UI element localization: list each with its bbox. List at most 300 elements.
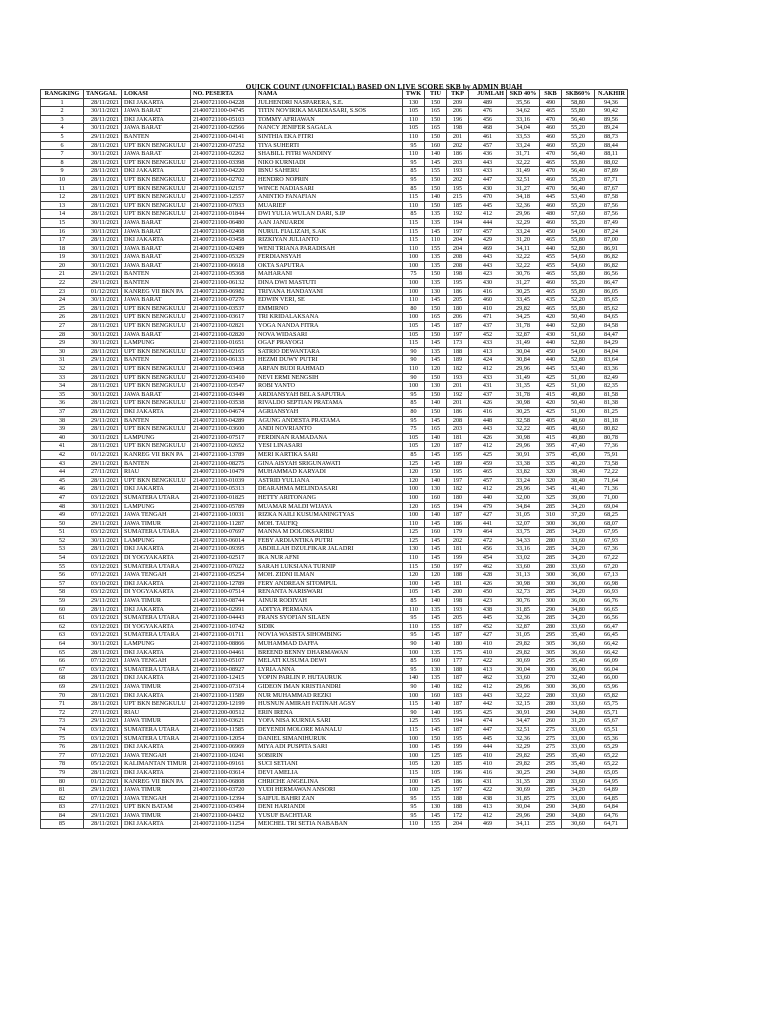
cell-date: 29/11/2021: [84, 416, 122, 425]
cell-location: DKI JAKARTA: [122, 820, 191, 829]
cell-date: 03/12/2021: [84, 614, 122, 623]
cell-skd40: 32,07: [507, 519, 540, 528]
table-row: [41, 236, 628, 245]
table-row: [41, 536, 628, 545]
cell-twk: 105: [403, 433, 425, 442]
cell-participant-no: 21400721100-08866: [191, 640, 256, 649]
cell-skb: 430: [540, 330, 562, 339]
cell-twk: 115: [403, 725, 425, 734]
cell-tkp: 206: [447, 313, 469, 322]
cell-skb: 270: [540, 674, 562, 683]
cell-date: 03/12/2021: [84, 622, 122, 631]
cell-tkp: 199: [447, 554, 469, 563]
cell-skb60: 51,60: [562, 330, 595, 339]
cell-twk: 95: [403, 141, 425, 150]
cell-skb: 445: [540, 365, 562, 374]
table-row: [41, 98, 628, 107]
cell-name: IKA NUR AFNI: [256, 554, 403, 563]
cell-final-score: 80,82: [595, 425, 628, 434]
cell-twk: 110: [403, 622, 425, 631]
table-row: [41, 132, 628, 141]
cell-date: 28/11/2021: [84, 167, 122, 176]
cell-tkp: 177: [447, 657, 469, 666]
cell-total: 445: [469, 201, 507, 210]
cell-total: 461: [469, 132, 507, 141]
cell-location: KANREG VII BKN PA: [122, 777, 191, 786]
cell-tkp: 201: [447, 382, 469, 391]
cell-skb: 345: [540, 485, 562, 494]
cell-tkp: 197: [447, 227, 469, 236]
table-row: [41, 416, 628, 425]
cell-twk: 100: [403, 786, 425, 795]
cell-final-score: 67,93: [595, 536, 628, 545]
cell-final-score: 65,22: [595, 751, 628, 760]
cell-final-score: 84,58: [595, 322, 628, 331]
cell-tkp: 193: [447, 167, 469, 176]
cell-skb: 300: [540, 571, 562, 580]
cell-tiu: 160: [425, 528, 447, 537]
cell-twk: 100: [403, 777, 425, 786]
cell-skb60: 53,40: [562, 365, 595, 374]
cell-tkp: 182: [447, 682, 469, 691]
cell-date: 28/11/2021: [84, 141, 122, 150]
cell-skb60: 34,80: [562, 803, 595, 812]
cell-tiu: 135: [425, 674, 447, 683]
cell-rank: 76: [41, 743, 84, 752]
cell-rank: 3: [41, 115, 84, 124]
cell-rank: 53: [41, 545, 84, 554]
cell-name: EMMIRNO: [256, 304, 403, 313]
cell-location: DI YOGYAKARTA: [122, 554, 191, 563]
cell-participant-no: 21400721100-03547: [191, 382, 256, 391]
table-row: [41, 296, 628, 305]
cell-skb: 275: [540, 725, 562, 734]
cell-rank: 75: [41, 734, 84, 743]
cell-date: 28/11/2021: [84, 175, 122, 184]
cell-skd40: 30,98: [507, 579, 540, 588]
cell-date: 29/11/2021: [84, 682, 122, 691]
cell-skb60: 55,20: [562, 279, 595, 288]
cell-skd40: 31,27: [507, 184, 540, 193]
cell-skd40: 29,96: [507, 442, 540, 451]
cell-participant-no: 21400721200-03410: [191, 373, 256, 382]
cell-rank: 26: [41, 313, 84, 322]
cell-location: DKI JAKARTA: [122, 236, 191, 245]
cell-location: DKI JAKARTA: [122, 648, 191, 657]
cell-twk: 110: [403, 365, 425, 374]
cell-location: UPT BKN BENGKULU: [122, 476, 191, 485]
cell-tiu: 130: [425, 382, 447, 391]
cell-rank: 79: [41, 768, 84, 777]
cell-tkp: 180: [447, 640, 469, 649]
cell-date: 29/11/2021: [84, 459, 122, 468]
table-row: [41, 803, 628, 812]
cell-tiu: 110: [425, 236, 447, 245]
cell-skb60: 40,20: [562, 459, 595, 468]
cell-tiu: 140: [425, 640, 447, 649]
cell-name: MUARIEF: [256, 201, 403, 210]
cell-skb: 460: [540, 218, 562, 227]
cell-date: 30/11/2021: [84, 150, 122, 159]
cell-twk: 95: [403, 390, 425, 399]
cell-skd40: 33,45: [507, 296, 540, 305]
cell-location: UPT BKN BENGKULU: [122, 201, 191, 210]
cell-twk: 100: [403, 485, 425, 494]
cell-date: 07/12/2021: [84, 511, 122, 520]
cell-tkp: 188: [447, 803, 469, 812]
cell-final-score: 87,24: [595, 227, 628, 236]
cell-participant-no: 21400721100-03720: [191, 786, 256, 795]
cell-twk: 130: [403, 545, 425, 554]
cell-tkp: 196: [447, 768, 469, 777]
cell-date: 29/11/2021: [84, 811, 122, 820]
cell-final-score: 84,29: [595, 339, 628, 348]
cell-skb: 285: [540, 614, 562, 623]
cell-final-score: 83,64: [595, 356, 628, 365]
cell-rank: 43: [41, 459, 84, 468]
cell-skb60: 56,40: [562, 184, 595, 193]
cell-date: 05/12/2021: [84, 760, 122, 769]
cell-participant-no: 21400721100-04432: [191, 811, 256, 820]
cell-twk: 95: [403, 175, 425, 184]
cell-location: DKI JAKARTA: [122, 579, 191, 588]
cell-skb: 275: [540, 794, 562, 803]
cell-tkp: 188: [447, 347, 469, 356]
cell-tiu: 135: [425, 347, 447, 356]
cell-tkp: 194: [447, 717, 469, 726]
cell-name: ARDIANSYAH BELA SAPUTRA: [256, 390, 403, 399]
cell-participant-no: 21400721100-06014: [191, 536, 256, 545]
cell-name: ABDILLAH DZULFIKAR JALADRI: [256, 545, 403, 554]
cell-skd40: 32,15: [507, 700, 540, 709]
cell-name: ARFAN BUDI RAHMAD: [256, 365, 403, 374]
cell-skd40: 31,05: [507, 511, 540, 520]
cell-tkp: 208: [447, 416, 469, 425]
cell-total: 450: [469, 588, 507, 597]
table-row: [41, 493, 628, 502]
cell-twk: 100: [403, 253, 425, 262]
cell-total: 416: [469, 768, 507, 777]
cell-participant-no: 21400721100-04443: [191, 614, 256, 623]
cell-final-score: 65,05: [595, 768, 628, 777]
cell-location: UPT BKN BATAM: [122, 803, 191, 812]
cell-tiu: 145: [425, 339, 447, 348]
cell-tiu: 105: [425, 768, 447, 777]
cell-final-score: 65,96: [595, 682, 628, 691]
cell-skb: 275: [540, 734, 562, 743]
cell-skb60: 55,20: [562, 175, 595, 184]
table-row: [41, 382, 628, 391]
cell-location: UPT BKN BENGKULU: [122, 399, 191, 408]
cell-rank: 36: [41, 399, 84, 408]
cell-tiu: 130: [425, 803, 447, 812]
cell-location: UPT BKN BENGKULU: [122, 210, 191, 219]
cell-total: 425: [469, 708, 507, 717]
cell-tiu: 150: [425, 304, 447, 313]
cell-location: JAWA TENGAH: [122, 571, 191, 580]
cell-location: KALIMANTAN TIMUR: [122, 760, 191, 769]
cell-skb60: 55,20: [562, 218, 595, 227]
cell-total: 472: [469, 536, 507, 545]
cell-skb: 460: [540, 201, 562, 210]
cell-tiu: 160: [425, 141, 447, 150]
cell-tiu: 145: [425, 459, 447, 468]
cell-twk: 105: [403, 322, 425, 331]
cell-skb60: 39,00: [562, 493, 595, 502]
column-header-name: NAMA: [256, 90, 403, 99]
cell-participant-no: 21400721100-03621: [191, 717, 256, 726]
cell-skb60: 56,40: [562, 115, 595, 124]
cell-total: 410: [469, 648, 507, 657]
cell-final-score: 88,73: [595, 132, 628, 141]
cell-location: DKI JAKARTA: [122, 674, 191, 683]
cell-tkp: 185: [447, 201, 469, 210]
cell-twk: 100: [403, 511, 425, 520]
cell-tkp: 180: [447, 304, 469, 313]
cell-date: 30/11/2021: [84, 124, 122, 133]
cell-skb60: 54,00: [562, 347, 595, 356]
cell-rank: 34: [41, 382, 84, 391]
cell-name: DWI YULIA WULAN DARI, S.IP: [256, 210, 403, 219]
cell-skb: 275: [540, 743, 562, 752]
cell-skd40: 33,02: [507, 554, 540, 563]
cell-skd40: 29,96: [507, 682, 540, 691]
cell-tkp: 205: [447, 296, 469, 305]
cell-tiu: 145: [425, 450, 447, 459]
cell-tkp: 188: [447, 571, 469, 580]
cell-tiu: 165: [425, 107, 447, 116]
cell-participant-no: 21400721100-10742: [191, 622, 256, 631]
cell-name: DENI HARIANDI: [256, 803, 403, 812]
cell-participant-no: 21400721100-03449: [191, 390, 256, 399]
cell-tiu: 145: [425, 545, 447, 554]
cell-participant-no: 21400721100-01825: [191, 493, 256, 502]
cell-tiu: 140: [425, 399, 447, 408]
cell-tkp: 192: [447, 210, 469, 219]
cell-skd40: 34,11: [507, 244, 540, 253]
cell-skb60: 49,80: [562, 390, 595, 399]
cell-date: 07/12/2021: [84, 751, 122, 760]
cell-skb60: 58,80: [562, 98, 595, 107]
cell-location: BANTEN: [122, 356, 191, 365]
cell-skb: 465: [540, 287, 562, 296]
cell-final-score: 87,56: [595, 210, 628, 219]
cell-total: 412: [469, 682, 507, 691]
cell-skb: 285: [540, 588, 562, 597]
cell-rank: 51: [41, 528, 84, 537]
cell-final-score: 75,91: [595, 450, 628, 459]
cell-date: 03/10/2021: [84, 579, 122, 588]
cell-date: 28/11/2021: [84, 373, 122, 382]
cell-skb: 300: [540, 665, 562, 674]
cell-participant-no: 21400721100-01711: [191, 631, 256, 640]
cell-name: OGAF PRAYOGI: [256, 339, 403, 348]
cell-skd40: 29,82: [507, 648, 540, 657]
cell-skd40: 34,04: [507, 124, 540, 133]
cell-rank: 12: [41, 193, 84, 202]
cell-location: JAWA BARAT: [122, 244, 191, 253]
cell-name: RENANTA NARISWARI: [256, 588, 403, 597]
cell-skb: 425: [540, 382, 562, 391]
cell-location: UPT BKN BENGKULU: [122, 193, 191, 202]
cell-tkp: 187: [447, 511, 469, 520]
cell-rank: 59: [41, 597, 84, 606]
cell-rank: 19: [41, 253, 84, 262]
cell-name: WINCE NADIASARI: [256, 184, 403, 193]
cell-skb: 425: [540, 407, 562, 416]
table-row: [41, 622, 628, 631]
table-row: [41, 571, 628, 580]
table-row: [41, 442, 628, 451]
cell-participant-no: 21400721100-02489: [191, 244, 256, 253]
cell-rank: 60: [41, 605, 84, 614]
cell-name: MANNA M DOLOKSARIBU: [256, 528, 403, 537]
cell-rank: 82: [41, 794, 84, 803]
cell-date: 07/12/2021: [84, 571, 122, 580]
table-row: [41, 777, 628, 786]
cell-skb: 295: [540, 751, 562, 760]
cell-name: AGUNG ANDESTA PRATAMA: [256, 416, 403, 425]
cell-total: 474: [469, 717, 507, 726]
cell-rank: 85: [41, 820, 84, 829]
table-row: [41, 115, 628, 124]
cell-twk: 90: [403, 347, 425, 356]
cell-participant-no: 21400721100-09161: [191, 760, 256, 769]
cell-tiu: 120: [425, 442, 447, 451]
cell-tiu: 160: [425, 691, 447, 700]
cell-skb60: 34,20: [562, 545, 595, 554]
cell-skb60: 35,40: [562, 751, 595, 760]
cell-rank: 64: [41, 640, 84, 649]
table-row: [41, 218, 628, 227]
cell-tiu: 145: [425, 579, 447, 588]
table-row: [41, 554, 628, 563]
cell-total: 471: [469, 313, 507, 322]
cell-skb: 460: [540, 132, 562, 141]
cell-skd40: 29,96: [507, 210, 540, 219]
cell-date: 07/12/2021: [84, 657, 122, 666]
cell-date: 29/11/2021: [84, 270, 122, 279]
cell-name: MELATI KUSUMA DEWI: [256, 657, 403, 666]
cell-skb: 335: [540, 459, 562, 468]
table-row: [41, 811, 628, 820]
table-row: [41, 158, 628, 167]
cell-total: 464: [469, 528, 507, 537]
cell-skb60: 36,00: [562, 597, 595, 606]
cell-date: 28/11/2021: [84, 648, 122, 657]
cell-rank: 58: [41, 588, 84, 597]
cell-tiu: 165: [425, 124, 447, 133]
cell-skd40: 33,24: [507, 227, 540, 236]
cell-date: 30/11/2021: [84, 218, 122, 227]
cell-participant-no: 21400721100-04228: [191, 98, 256, 107]
cell-total: 444: [469, 218, 507, 227]
cell-participant-no: 21400721200-07252: [191, 141, 256, 150]
cell-participant-no: 21400721100-03458: [191, 236, 256, 245]
cell-total: 437: [469, 390, 507, 399]
cell-skd40: 29,96: [507, 485, 540, 494]
cell-final-score: 68,25: [595, 511, 628, 520]
cell-participant-no: 21400721100-08275: [191, 459, 256, 468]
cell-final-score: 88,11: [595, 150, 628, 159]
cell-location: KANREG VII BKN PA: [122, 450, 191, 459]
cell-skd40: 33,24: [507, 141, 540, 150]
cell-final-score: 66,00: [595, 674, 628, 683]
cell-skd40: 32,51: [507, 725, 540, 734]
cell-final-score: 65,67: [595, 717, 628, 726]
cell-participant-no: 21400721100-01039: [191, 476, 256, 485]
cell-twk: 95: [403, 614, 425, 623]
cell-date: 28/11/2021: [84, 365, 122, 374]
cell-skb: 295: [540, 760, 562, 769]
cell-tiu: 150: [425, 390, 447, 399]
cell-twk: 80: [403, 304, 425, 313]
cell-total: 416: [469, 407, 507, 416]
cell-twk: 140: [403, 674, 425, 683]
table-row: [41, 545, 628, 554]
cell-tiu: 125: [425, 786, 447, 795]
cell-skd40: 32,29: [507, 743, 540, 752]
cell-skb: 290: [540, 605, 562, 614]
cell-final-score: 88,44: [595, 141, 628, 150]
cell-date: 28/11/2021: [84, 820, 122, 829]
cell-skd40: 32,22: [507, 425, 540, 434]
cell-twk: 125: [403, 536, 425, 545]
cell-date: 28/11/2021: [84, 115, 122, 124]
cell-date: 28/11/2021: [84, 476, 122, 485]
cell-skb60: 55,80: [562, 158, 595, 167]
cell-final-score: 87,49: [595, 218, 628, 227]
cell-date: 28/11/2021: [84, 158, 122, 167]
cell-skb: 465: [540, 158, 562, 167]
cell-tiu: 140: [425, 682, 447, 691]
cell-rank: 31: [41, 356, 84, 365]
cell-participant-no: 21400721100-10241: [191, 751, 256, 760]
cell-skb60: 37,20: [562, 511, 595, 520]
cell-rank: 24: [41, 296, 84, 305]
cell-participant-no: 21400721100-02652: [191, 442, 256, 451]
cell-twk: 115: [403, 236, 425, 245]
cell-name: MUHAMMAD DAFFA: [256, 640, 403, 649]
cell-twk: 95: [403, 416, 425, 425]
cell-skb60: 51,00: [562, 407, 595, 416]
cell-skb: 280: [540, 700, 562, 709]
cell-final-score: 84,65: [595, 313, 628, 322]
cell-name: SINTHIA EKA FITRI: [256, 132, 403, 141]
cell-tiu: 145: [425, 536, 447, 545]
cell-tkp: 197: [447, 786, 469, 795]
table-row: [41, 717, 628, 726]
cell-twk: 90: [403, 373, 425, 382]
cell-tkp: 196: [447, 115, 469, 124]
cell-final-score: 87,56: [595, 201, 628, 210]
cell-tkp: 187: [447, 700, 469, 709]
cell-date: 28/11/2021: [84, 382, 122, 391]
cell-rank: 39: [41, 425, 84, 434]
cell-twk: 80: [403, 407, 425, 416]
cell-twk: 130: [403, 98, 425, 107]
cell-skb60: 52,80: [562, 356, 595, 365]
table-row: [41, 614, 628, 623]
cell-location: SUMATERA UTARA: [122, 562, 191, 571]
cell-date: 28/11/2021: [84, 700, 122, 709]
cell-date: 03/12/2021: [84, 554, 122, 563]
cell-final-score: 67,36: [595, 545, 628, 554]
cell-skb60: 33,60: [562, 622, 595, 631]
cell-tkp: 204: [447, 244, 469, 253]
cell-date: 29/11/2021: [84, 597, 122, 606]
cell-skd40: 32,22: [507, 253, 540, 262]
